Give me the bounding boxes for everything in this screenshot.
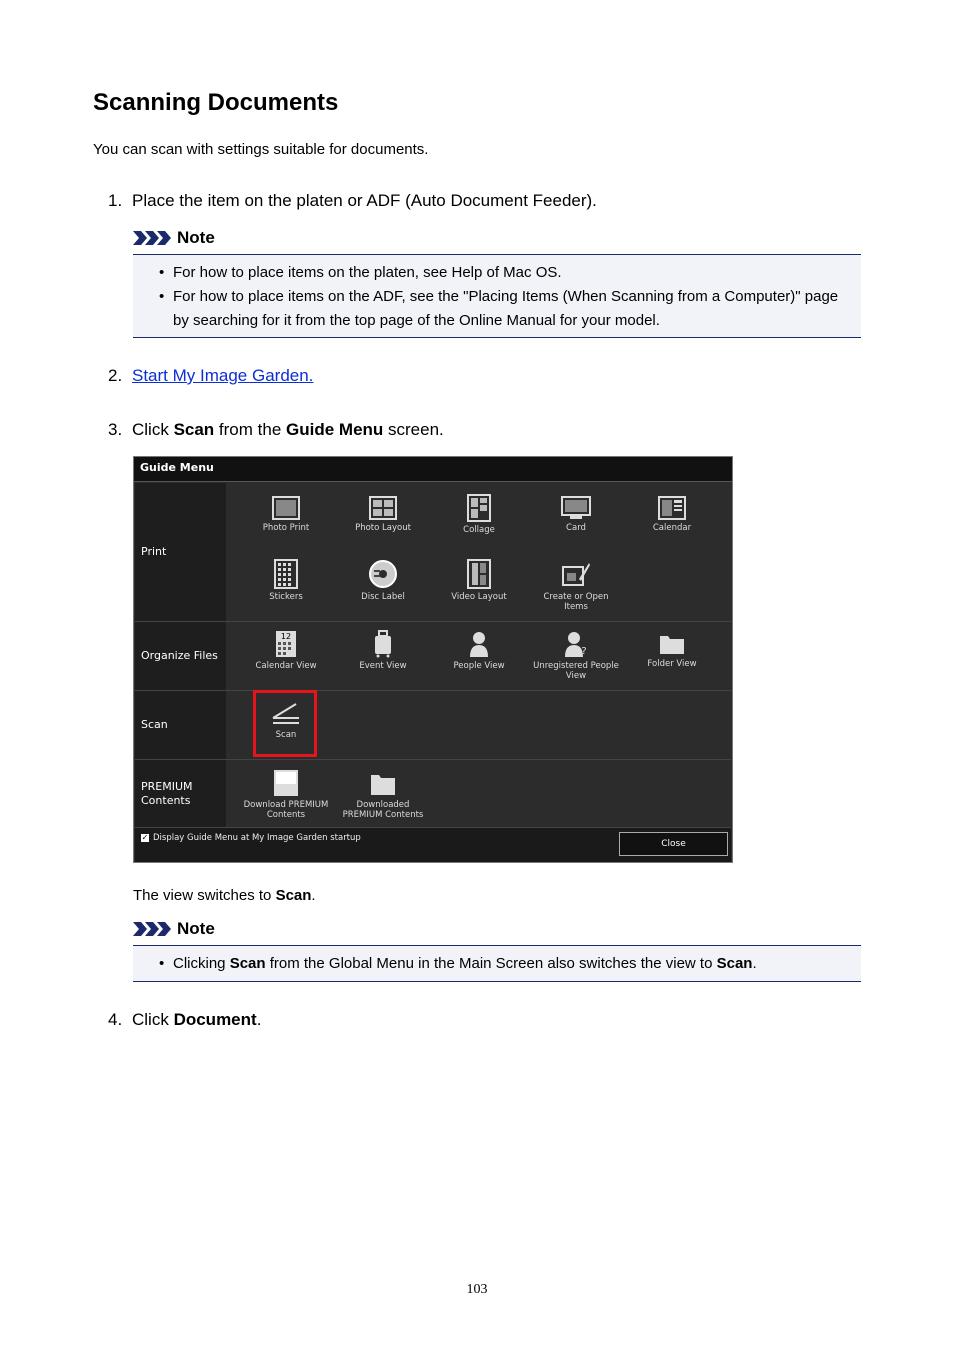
note-box-1: [133, 254, 861, 338]
start-my-image-garden-link[interactable]: Start My Image Garden.: [132, 366, 314, 385]
step-text: from the: [214, 420, 287, 439]
menu-item-downloaded-premium-contents[interactable]: [338, 771, 428, 820]
menu-item-label: Download PREMIUM Contents: [243, 800, 329, 820]
startup-checkbox-row[interactable]: [141, 833, 361, 843]
menu-item-photo-print[interactable]: [241, 496, 331, 533]
menu-item-stickers[interactable]: [241, 559, 331, 602]
checkbox-checked-icon[interactable]: ✓: [141, 833, 149, 842]
note-arrows-icon: [133, 920, 173, 938]
step-bold: Guide Menu: [286, 420, 384, 439]
step-number: 2.: [108, 366, 123, 385]
step-text: Click: [132, 1010, 174, 1029]
note-text: Clicking: [173, 955, 230, 972]
menu-item-label: Photo Layout: [355, 523, 411, 533]
menu-item-unregistered-people-view[interactable]: [531, 630, 621, 681]
note-label: Note: [177, 919, 215, 938]
creative-park-premium-icon: [273, 769, 299, 797]
step-3: [108, 420, 444, 440]
unregistered-person-icon: [564, 630, 588, 658]
stickers-icon: [274, 559, 298, 589]
note-text: from the Global Menu in the Main Screen also switches the view to: [265, 955, 717, 972]
menu-item-calendar[interactable]: [627, 496, 717, 533]
guide-menu-footer: [135, 828, 731, 862]
menu-item-video-layout[interactable]: [434, 559, 524, 602]
result-text-part: .: [311, 887, 316, 904]
note-bold: Scan: [229, 955, 266, 972]
category-print: Print: [135, 483, 226, 621]
photo-print-icon: [272, 496, 300, 520]
menu-item-label: Event View: [359, 661, 407, 671]
intro-text: You can scan with settings suitable for documents.: [93, 141, 429, 158]
guide-menu-row-scan: [135, 691, 731, 760]
collage-icon: [467, 494, 491, 522]
calendar-icon: [658, 496, 686, 520]
note-bold: Scan: [716, 955, 753, 972]
person-icon: [468, 630, 490, 658]
folder-icon: [369, 771, 397, 797]
step-bold: Scan: [173, 420, 215, 439]
menu-item-label: People View: [453, 661, 505, 671]
card-icon: [561, 496, 591, 520]
step-bold: Document: [173, 1010, 257, 1029]
step-number: 4.: [108, 1010, 123, 1029]
video-layout-icon: [467, 559, 491, 589]
step-number: 3.: [108, 420, 123, 439]
menu-item-card[interactable]: [531, 496, 621, 533]
category-premium-contents: PREMIUM Contents: [135, 760, 226, 827]
step-number: 1.: [108, 191, 123, 210]
step-1: [108, 191, 597, 211]
menu-item-label: Calendar: [652, 523, 692, 533]
checkbox-label: Display Guide Menu at My Image Garden startup: [153, 833, 361, 843]
note-item: [159, 952, 851, 976]
calendar-day-number: 12: [280, 632, 292, 641]
guide-menu-row-organize-files: [135, 622, 731, 691]
menu-item-create-or-open-items[interactable]: [531, 559, 621, 612]
step-text: screen.: [383, 420, 444, 439]
menu-item-label: Folder View: [647, 659, 697, 669]
note-heading: [133, 919, 215, 939]
guide-menu-row-premium-contents: [135, 760, 731, 828]
menu-item-folder-view[interactable]: [627, 632, 717, 669]
photo-layout-icon: [369, 496, 397, 520]
close-button[interactable]: Close: [619, 832, 728, 856]
guide-menu-row-print: [135, 483, 731, 622]
note-arrows-icon: [133, 229, 173, 247]
calendar-view-icon: [275, 630, 297, 658]
menu-item-calendar-view[interactable]: [241, 630, 331, 671]
menu-item-label: Scan: [275, 730, 297, 740]
page-number: 103: [466, 1282, 488, 1297]
menu-item-label: Collage: [463, 525, 495, 535]
disc-icon: [368, 559, 398, 589]
menu-item-label: Video Layout: [451, 592, 507, 602]
menu-item-label: Calendar View: [255, 661, 317, 671]
guide-menu-title: Guide Menu: [134, 457, 732, 482]
result-bold: Scan: [275, 887, 312, 904]
note-text: .: [752, 955, 757, 972]
note-box-2: [133, 945, 861, 982]
create-or-open-icon: [561, 559, 591, 589]
step-text: Place the item on the platen or ADF (Auto Document Feeder).: [132, 191, 597, 210]
menu-item-collage[interactable]: [434, 494, 524, 535]
note-item: • For how to place items on the platen, see Help of Mac OS.: [159, 261, 851, 285]
menu-item-label: Stickers: [269, 592, 303, 602]
menu-item-label: Create or Open Items: [543, 592, 609, 612]
menu-item-disc-label[interactable]: [338, 559, 428, 602]
page-title: Scanning Documents: [93, 89, 339, 116]
category-organize-files: Organize Files: [135, 622, 226, 690]
folder-icon: [658, 632, 686, 656]
menu-item-event-view[interactable]: [338, 630, 428, 671]
menu-item-label: Photo Print: [262, 523, 310, 533]
scan-highlight-box: [253, 690, 317, 757]
step-text: Click: [132, 420, 174, 439]
step-text: .: [256, 1010, 262, 1029]
result-text: [133, 887, 316, 904]
menu-item-label: Card: [566, 523, 586, 533]
menu-item-people-view[interactable]: [434, 630, 524, 671]
menu-item-label: Downloaded PREMIUM Contents: [342, 800, 424, 820]
category-scan: Scan: [135, 691, 226, 759]
menu-item-label: Disc Label: [361, 592, 405, 602]
note-heading: [133, 228, 215, 248]
svg-text:?: ?: [581, 646, 587, 657]
guide-menu-screenshot: [133, 456, 733, 863]
note-label: Note: [177, 228, 215, 247]
menu-item-download-premium-contents[interactable]: [241, 769, 331, 820]
suitcase-icon: [373, 630, 393, 658]
menu-item-photo-layout[interactable]: [338, 496, 428, 533]
menu-item-label: Unregistered People View: [533, 661, 619, 681]
step-2: [108, 366, 313, 386]
result-text-part: The view switches to: [133, 887, 276, 904]
note-item: • For how to place items on the ADF, see the "Placing Items (When Scanning from a Computer)" page by searching for it from the top page of the Online Manual for your model.: [159, 285, 851, 333]
step-4: [108, 1010, 261, 1030]
